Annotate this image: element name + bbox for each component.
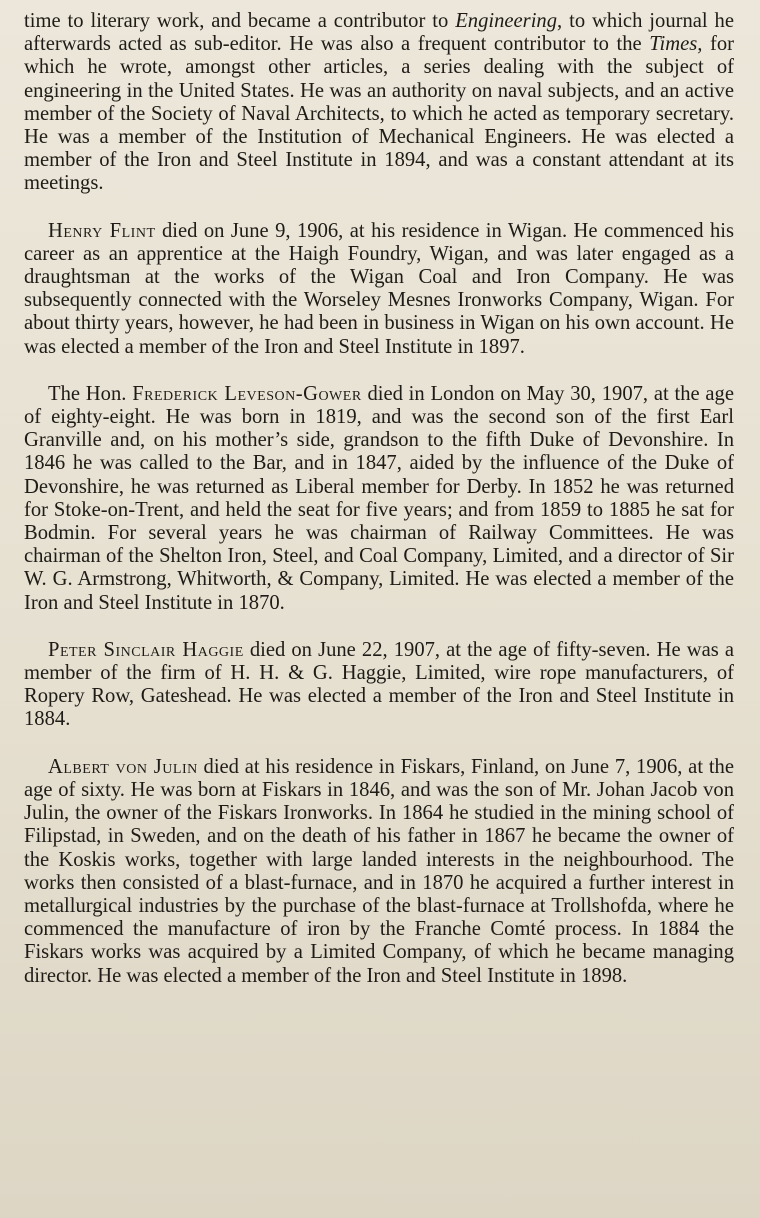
italic-run: Engineering: [455, 10, 558, 32]
text-run: died on June 22, 1907, at the age of fifty-seven. He was a member of the firm of H. H. & G. Haggie, Limited, wire rope manufacturers, of Ropery Row, Gateshead. He was elected a member of the Iron and Steel Institute in 1884.: [24, 638, 735, 731]
paragraph-leveson-gower: [24, 383, 734, 615]
text-run: The Hon.: [48, 382, 133, 405]
italic-run: Times,: [649, 33, 703, 56]
paragraph-henry-flint: [24, 220, 734, 359]
text-run: for which he wrote, amongst other articles, a series dealing with the subject of engineering in the United States. He was an authority on naval subjects, and an active member of the Society of Naval Architects, to which he acted as temporary secretary. He was a member of the Institution of Mechanical Engineers. He was elected a member of the Iron and Steel Institute in 1894, and was a constant attendant at its meetings.: [24, 33, 734, 195]
paragraph-1: [24, 10, 734, 196]
text-run: died on June 9, 1906, at his residence in Wigan. He commenced his career as an apprentice at the Haigh Foundry, Wigan, and was later engaged as a draughtsman at the works of the Wigan Coal and Iron Company. He was subsequently connected with the Worseley Mesnes Ironworks Company, Wigan. For about thirty years, however, he had been in business in Wigan on his own account. He was elected a member of the Iron and Steel Institute in 1897.: [24, 219, 734, 358]
paragraph-haggie: [24, 639, 734, 732]
text-run: time to literary work, and became a contributor to: [24, 10, 456, 32]
name-smallcaps: Henry Flint: [48, 219, 156, 242]
name-smallcaps: Frederick Leveson-Gower: [132, 382, 362, 405]
name-smallcaps: Albert von Julin: [48, 755, 198, 778]
text-run: died at his residence in Fiskars, Finland, on June 7, 1906, at the age of sixty. He was born at Fiskars in 1846, and was the son of Mr. Johan Jacob von Julin, the owner of the Fiskars Ironworks. In 1864 he studied in the mining school of Filipstad, in Sweden, and on the death of his father in 1867 he became the owner of the Koskis works, together with large landed interests in the neighbourhood. The works then consisted of a blast-furnace, and in 1870 he acquired a further interest in metallurgical industries by the purchase of the blast-furnace at Trollshofda, where he commenced the manufacture of iron by the Franche Comté process. In 1884 the Fiskars works was acquired by a Limited Company, of which he became managing director. He was elected a member of the Iron and Steel Institute in 1898.: [24, 755, 734, 987]
paragraph-von-julin: [24, 756, 734, 988]
text-run: , to which journal he afterwards acted as sub-editor. He was also a frequent contributor to the: [24, 10, 734, 56]
text-run: died in London on May 30, 1907, at the age of eighty-eight. He was born in 1819, and was the second son of the first Earl Granville and, on his mother’s side, grandson to the fifth Duke of Devonshire. In 1846 he was called to the Bar, and in 1847, aided by the influence of the Duke of Devonshire, he was returned as Liberal member for Derby. In 1852 he was returned for Stoke-on-Trent, and held the seat for five years; and from 1859 to 1885 he sat for Bodmin. For several years he was chairman of Railway Committees. He was chairman of the Shelton Iron, Steel, and Coal Company, Limited, and a director of Sir W. G. Armstrong, Whitworth, & Company, Limited. He was elected a member of the Iron and Steel Institute in 1870.: [24, 382, 734, 614]
name-smallcaps: Peter Sinclair Haggie: [48, 638, 244, 661]
